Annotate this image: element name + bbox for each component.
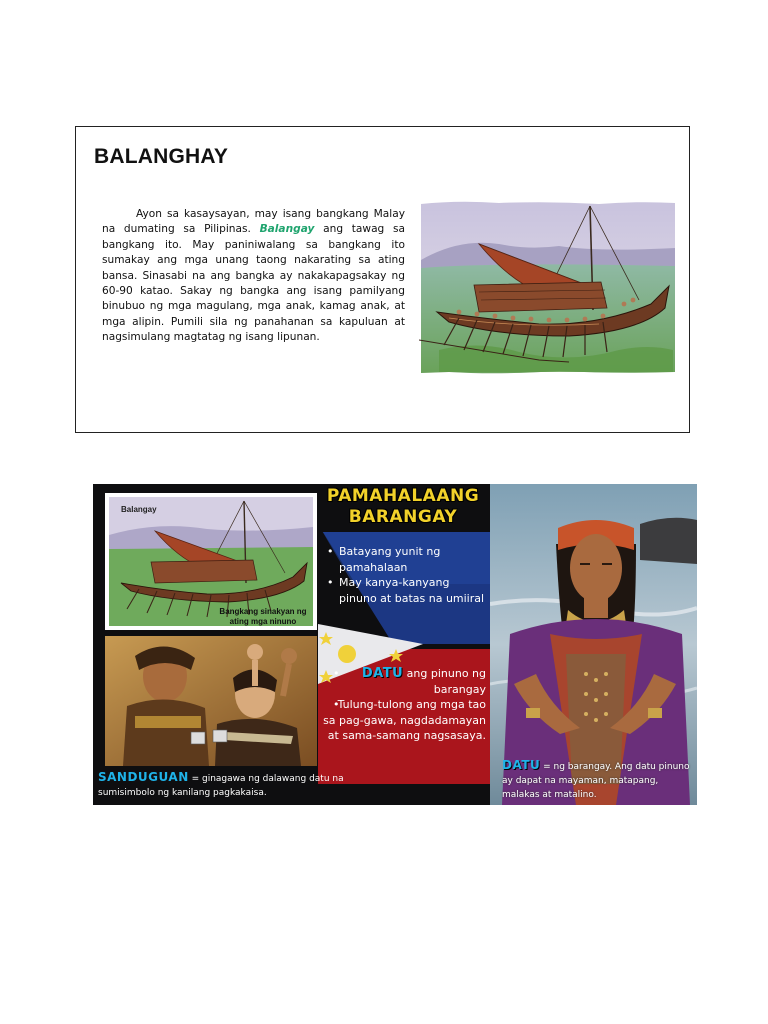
pamahalaang-barangay-slide bbox=[93, 484, 697, 805]
sanduguan-caption bbox=[98, 770, 358, 800]
datu-caption-text: = ng barangay. Ang datu pinuno ay dapat na mayaman, matapang, malakas at matalino. bbox=[502, 762, 690, 800]
datu-word: DATU bbox=[361, 666, 404, 681]
datu-photo bbox=[490, 484, 697, 805]
datu-illustration bbox=[490, 484, 697, 805]
heading-line-1: PAMAHALAANG bbox=[326, 486, 480, 506]
paragraph-text-1: Ayon sa kasaysayan, may isang bangkang Malay na dumating sa Pilipinas. bbox=[102, 208, 405, 236]
balanghay-slide bbox=[75, 126, 690, 433]
datu-bullet bbox=[323, 666, 486, 697]
heading-line-2: BARANGAY bbox=[348, 507, 458, 527]
paragraph-text-2: ang tawag sa bangkang ito. May paniniwalang sa bangkang ito sumakay ang mga unang taong nakarating sa ating bansa. Sinasabi na ang bangka ay nakakapagsakay ng 60-90 katao. Sakay ng bangka ang isang pamilyang binubuo ng mga magulang, mga anak, kamag anak, at mga alipin. Pumili sila ng panahanan sa kapuluan at nagsimulang magtatag ng isang lipunan. bbox=[102, 223, 405, 344]
sanduguan-picture bbox=[105, 636, 317, 766]
balangay-boat-illustration bbox=[419, 200, 677, 375]
bullet-item: • Batayang yunit ng pamahalaan bbox=[323, 544, 488, 575]
sanduguan-word: SANDUGUAN bbox=[98, 770, 189, 784]
sanduguan-text: = ginagawa ng dalawang datu na sumisimbolo ng kanilang pagkakaisa. bbox=[98, 774, 344, 798]
boat-label-bottom: Bangkang sinakyan ng ating mga ninuno bbox=[219, 607, 307, 626]
balanghay-paragraph bbox=[102, 207, 405, 346]
boat-label-top: Balangay bbox=[121, 505, 157, 514]
tulungan-bullet: • Tulung-tulong ang mga tao sa pag-gawa, nagdadamayan at sama-samang nagsasaya. bbox=[323, 697, 486, 744]
sanduguan-illustration bbox=[105, 636, 317, 766]
slide-heading bbox=[323, 486, 483, 528]
barangay-bullets bbox=[323, 544, 488, 606]
bullet-item: • May kanya-kanyang pinuno at batas na umiiral bbox=[323, 575, 488, 606]
balangay-highlight: Balangay bbox=[259, 223, 315, 236]
slide-title: BALANGHAY bbox=[94, 145, 229, 168]
datu-caption-word: DATU bbox=[502, 758, 541, 772]
datu-caption bbox=[502, 758, 694, 802]
balangay-picture-panel bbox=[105, 493, 317, 630]
datu-bullets bbox=[323, 666, 486, 744]
datu-bullet-text: ang pinuno ng barangay bbox=[403, 667, 486, 696]
